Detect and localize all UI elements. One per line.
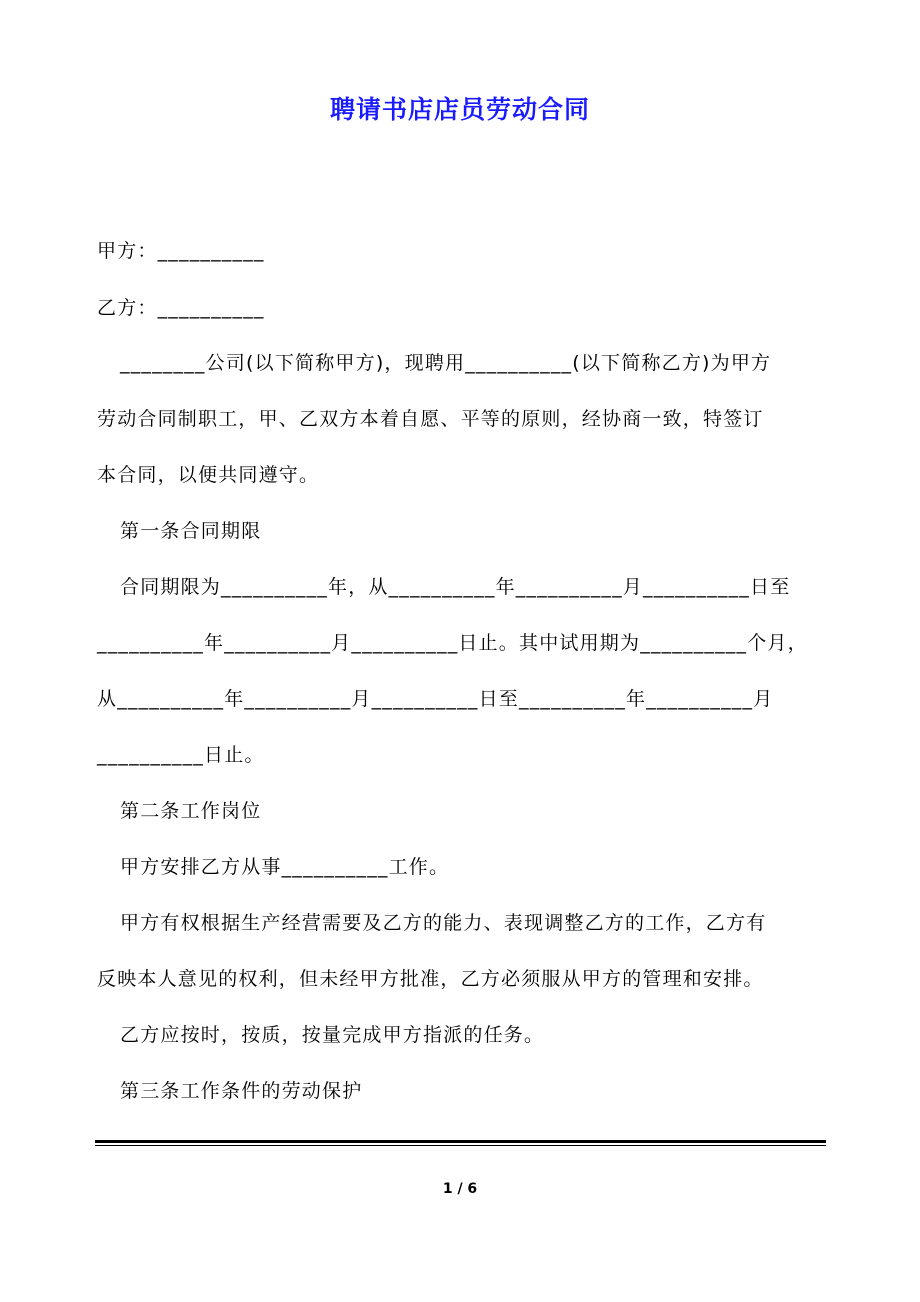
paragraph-line: 甲方有权根据生产经营需要及乙方的能力、表现调整乙方的工作，乙方有 [120, 912, 767, 934]
paragraph-line: ________公司(以下简称甲方)，现聘用__________(以下简称乙方)为甲方 [120, 352, 772, 374]
party-a-line: 甲方：__________ [97, 240, 265, 262]
paragraph-line: 从__________年__________月__________日至__________年__________月 [97, 688, 774, 710]
paragraph-line: __________日止。 [97, 744, 265, 766]
section-heading-2: 第二条工作岗位 [120, 800, 262, 822]
paragraph-line: __________年__________月__________日止。其中试用期为__________个月， [97, 632, 808, 654]
footer-rule-thin [95, 1145, 826, 1146]
paragraph-line: 甲方安排乙方从事__________工作。 [120, 856, 450, 878]
party-b-line: 乙方：__________ [97, 297, 265, 319]
document-title: 聘请书店店员劳动合同 [329, 95, 590, 124]
paragraph-line: 劳动合同制职工，甲、乙双方本着自愿、平等的原则，经协商一致，特签订 [97, 408, 764, 430]
paragraph-line: 乙方应按时，按质，按量完成甲方指派的任务。 [120, 1024, 545, 1046]
page-number: 1 / 6 [442, 1181, 478, 1197]
footer-rule [95, 1140, 826, 1143]
section-heading-1: 第一条合同期限 [120, 520, 262, 542]
paragraph-line: 反映本人意见的权利，但未经甲方批准，乙方必须服从甲方的管理和安排。 [97, 968, 764, 990]
paragraph-line: 本合同，以便共同遵守。 [97, 464, 320, 486]
section-heading-3: 第三条工作条件的劳动保护 [120, 1080, 363, 1102]
paragraph-line: 合同期限为__________年，从__________年__________月__________日至 [120, 576, 791, 598]
